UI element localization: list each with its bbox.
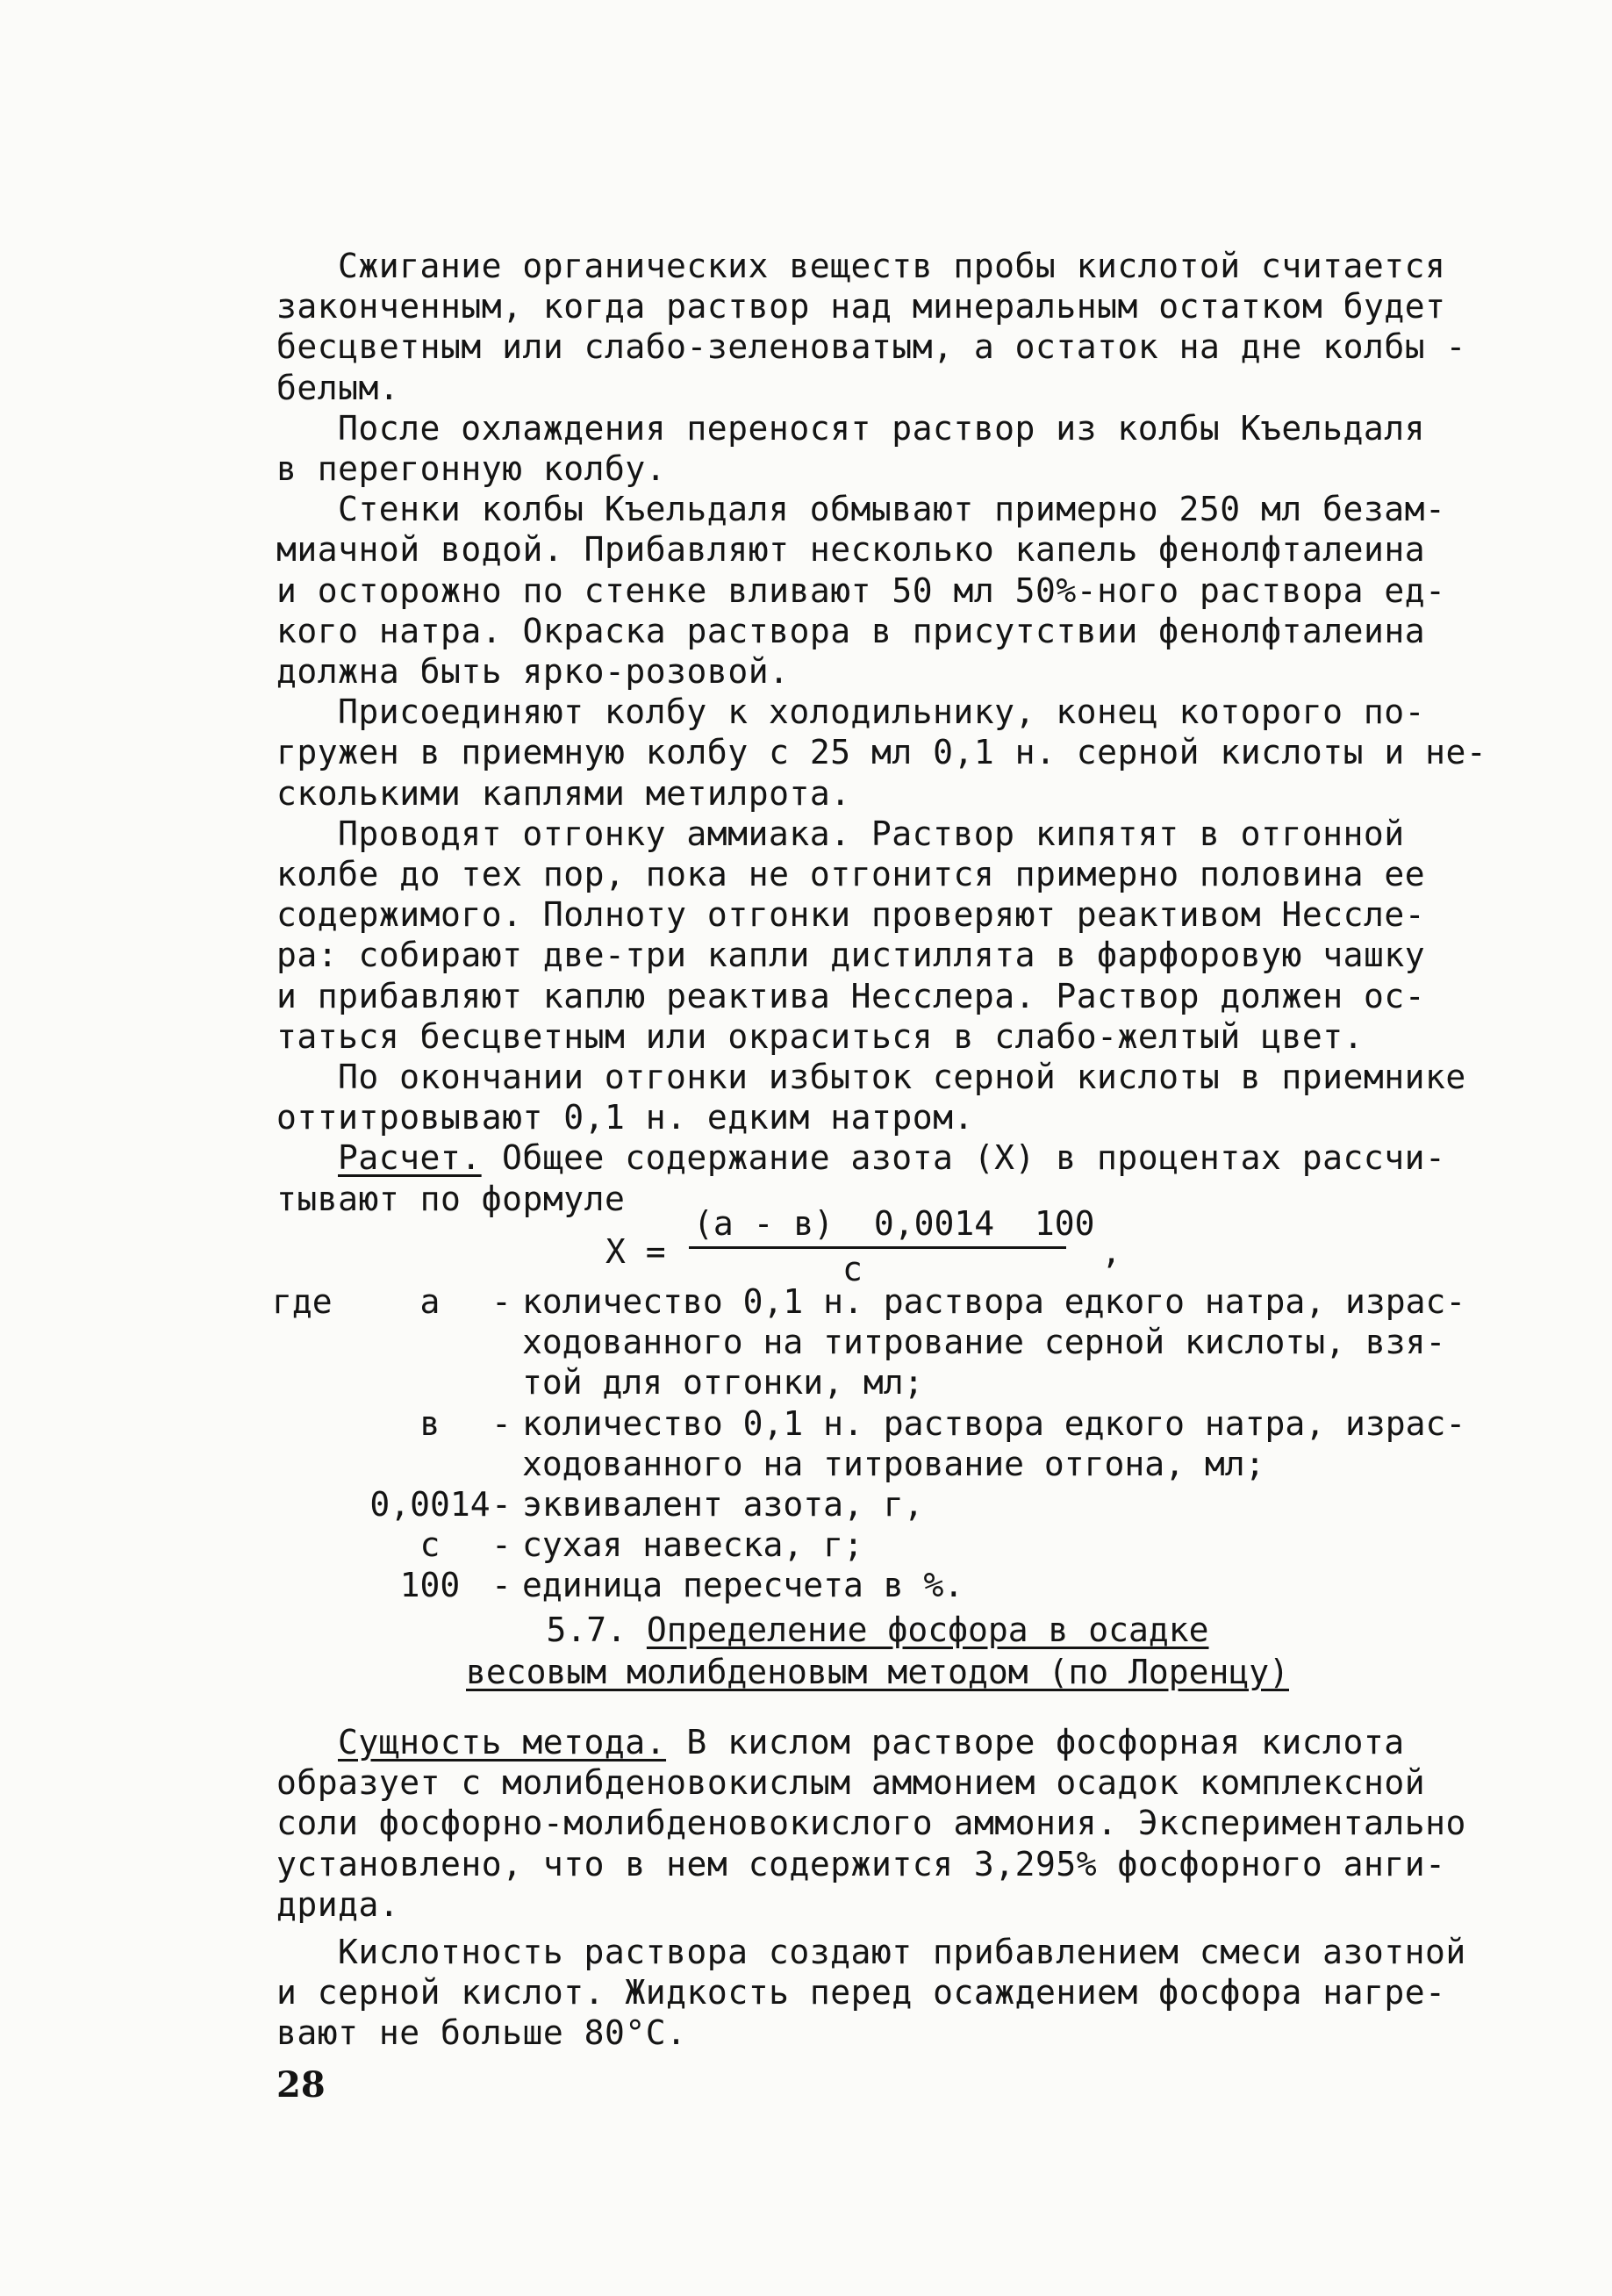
paragraph-combustion <box>276 246 1466 408</box>
nitrogen-formula <box>605 1204 1150 1292</box>
body-text-top <box>276 246 1487 1219</box>
legend-symbol: в <box>419 1403 441 1443</box>
legend-dash: - <box>491 1525 512 1565</box>
body-text-bottom <box>276 1722 1466 2054</box>
text-line: вают не больше 80°С. <box>276 2013 687 2053</box>
text-line: кого натра. Окраска раствора в присутствии фенолфталеина <box>276 611 1426 650</box>
text-line: гружен в приемную колбу с 25 мл 0,1 н. серной кислоты и не- <box>276 733 1487 772</box>
legend-item-b <box>272 1403 1466 1484</box>
text-line: установлено, что в нем содержится 3,295% фосфорного анги- <box>276 1844 1446 1883</box>
paragraph-transfer <box>276 408 1426 489</box>
legend-dash: - <box>491 1282 512 1321</box>
text-line: ходованного на титрование серной кислоты, взя- <box>522 1323 1446 1362</box>
page-number: 28 <box>276 2064 326 2106</box>
text-line: миачной водой. Прибавляют несколько капель фенолфталеина <box>276 530 1426 570</box>
legend-symbol: а <box>419 1282 441 1321</box>
text-line: Проводят отгонку аммиака. Раствор кипятят в отгонной <box>338 814 1405 853</box>
section-number: 5.7. <box>546 1611 627 1649</box>
text-line: единица пересчета в %. <box>522 1566 964 1605</box>
paragraph-acidity <box>276 1932 1466 2054</box>
essence-label: Сущность метода. <box>338 1723 667 1761</box>
text-line: и серной кислот. Жидкость перед осаждением фосфора нагре- <box>276 1973 1446 2013</box>
text-line: оттитровывают 0,1 н. едким натром. <box>276 1098 974 1137</box>
legend-item-equivalent <box>272 1484 1430 1525</box>
legend-definition <box>522 1484 1430 1525</box>
paragraph-titration <box>276 1057 1466 1137</box>
formula-legend <box>272 1281 1466 1606</box>
text-line: Сжигание органических веществ пробы кислотой считается <box>338 247 1446 285</box>
text-line: содержимого. Полноту отгонки проверяют реактивом Несcле- <box>276 895 1426 935</box>
text-line: колбе до тех пор, пока не отгонится примерно половина ее <box>276 855 1426 894</box>
legend-symbol: с <box>419 1525 441 1565</box>
section-subtitle: весовым молибденовым методом (по Лоренцу) <box>466 1653 1289 1691</box>
text-line: По окончании отгонки избыток серной кислоты в приемнике <box>338 1058 1466 1097</box>
text-line: После охлаждения переносят раствор из колбы Къельдаля <box>338 408 1426 448</box>
text-line <box>276 1137 1446 1178</box>
text-line: бесцветным или слабо-зеленоватым, а остаток на дне колбы - <box>276 327 1466 367</box>
legend-definition <box>522 1403 1466 1484</box>
legend-symbol: 0,0014 <box>369 1485 491 1525</box>
text-line <box>276 1722 1417 1762</box>
legend-where: где <box>272 1282 333 1321</box>
essence-text: В кислом растворе фосфорная кислота <box>666 1723 1405 1761</box>
section-heading <box>386 1609 1369 1693</box>
text-line: белым. <box>276 368 400 407</box>
text-line: эквивалент азота, г, <box>522 1485 924 1525</box>
legend-item-c <box>272 1525 1430 1565</box>
section-heading-line <box>386 1609 1369 1651</box>
fraction-bar <box>689 1246 1066 1249</box>
text-line: ра: собирают две-три капли дистиллята в фарфоровую чашку <box>276 936 1426 975</box>
text-line: той для отгонки, мл; <box>522 1363 924 1403</box>
paragraph-distillation <box>276 814 1426 1057</box>
text-line: Стенки колбы Къельдаля обмывают примерно 250 мл безам- <box>338 490 1446 529</box>
legend-item-a <box>272 1281 1466 1403</box>
text-line: Присоединяют колбу к холодильнику, конец которого по- <box>338 692 1426 732</box>
legend-dash: - <box>491 1485 512 1525</box>
text-line: Кислотность раствора создают прибавлением смеси азотной <box>338 1933 1466 1972</box>
calc-text: Общее содержание азота (X) в процентах рассчи- <box>481 1138 1446 1178</box>
legend-definition <box>522 1525 1430 1565</box>
text-line: в перегонную колбу. <box>276 449 667 489</box>
formula-denominator: с <box>842 1250 863 1288</box>
text-line: тывают по формуле <box>276 1179 626 1218</box>
formula-lhs: X = <box>605 1232 666 1271</box>
text-line: соли фосфорно-молибденовокислого аммония. Экспериментально <box>276 1804 1466 1843</box>
legend-definition <box>522 1281 1466 1403</box>
formula-trailing: , <box>1101 1232 1121 1271</box>
text-line: дрида. <box>276 1884 400 1924</box>
section-title: Определение фосфора в осадке <box>646 1611 1209 1649</box>
paragraph-rinse <box>276 489 1446 692</box>
formula-numerator: (а - в) 0,0014 100 <box>693 1204 1095 1243</box>
text-line: ходованного на титрование отгона, мл; <box>522 1444 1265 1483</box>
text-line: количество 0,1 н. раствора едкого натра, израс- <box>522 1403 1466 1443</box>
legend-symbol: 100 <box>399 1566 461 1605</box>
text-line: и осторожно по стенке вливают 50 мл 50%-ного раствора ед- <box>276 570 1446 610</box>
calc-label: Расчет. <box>338 1138 482 1178</box>
text-line: образует с молибденовокислым аммонием осадок комплексной <box>276 1763 1426 1803</box>
text-line: законченным, когда раствор над минеральным остатком будет <box>276 287 1446 326</box>
text-line: должна быть ярко-розовой. <box>276 652 790 692</box>
text-line: и прибавляют каплю реактива Несслера. Раствор должен ос- <box>276 976 1426 1015</box>
text-line: сухая навеска, г; <box>522 1525 863 1565</box>
legend-item-100 <box>272 1565 1430 1605</box>
text-line: количество 0,1 н. раствора едкого натра, израс- <box>522 1282 1466 1321</box>
text-line: таться бесцветным или окраситься в слабо-желтый цвет. <box>276 1016 1365 1056</box>
legend-dash: - <box>491 1403 512 1443</box>
text-line: сколькими каплями метилрота. <box>276 773 851 813</box>
legend-definition <box>522 1565 1430 1605</box>
paragraph-condenser <box>276 692 1487 814</box>
legend-dash: - <box>491 1566 512 1605</box>
paragraph-method-essence <box>276 1722 1466 1925</box>
